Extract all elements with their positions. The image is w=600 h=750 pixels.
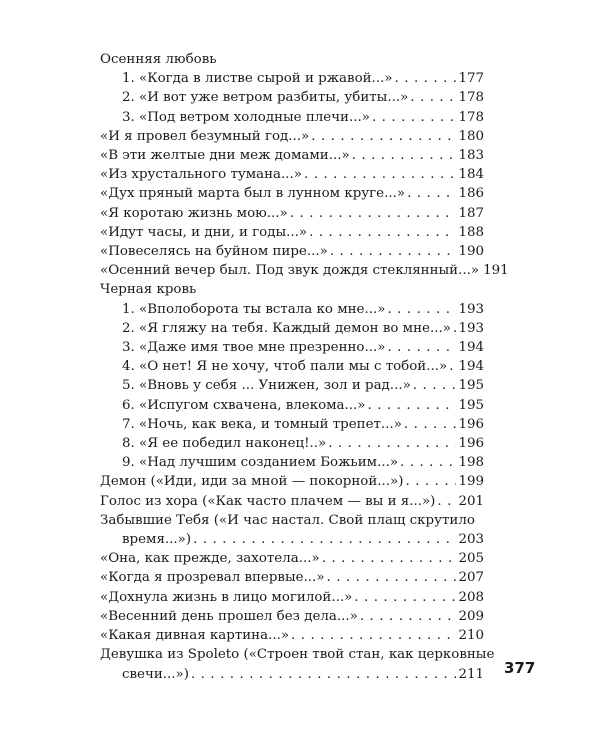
entry-page: 199 [458,474,484,490]
dot-leader [352,146,457,165]
toc-entry [100,396,484,415]
entry-page: 196 [458,436,484,452]
entry-page: 194 [458,359,484,375]
dot-leader [330,242,457,261]
entry-title: 3. «Даже имя твое мне презренно...» [122,340,386,356]
entry-page: 178 [458,90,484,106]
toc-entry [100,415,484,434]
toc-entry [100,530,484,549]
entry-page: 203 [458,532,484,548]
dot-leader [360,607,457,626]
entry-page: 187 [458,205,484,221]
toc-entry [100,300,484,319]
entry-title: 4. «О нет! Я не хочу, чтоб пали мы с тобой...» [122,359,448,375]
entry-page: 211 [458,666,484,682]
dot-leader [400,453,456,472]
entry-page: 196 [458,416,484,432]
table-of-contents [100,50,509,684]
entry-page: 177 [458,71,484,87]
entry-title: «В эти желтые дни меж домами...» [100,148,350,164]
toc-entry [100,88,484,107]
entry-page: 188 [458,224,484,240]
entry-page: 183 [458,148,484,164]
entry-title: «Когда я прозревал впервые...» [100,570,325,586]
entry-title: 5. «Вновь у себя ... Унижен, зол и рад...» [122,378,411,394]
entry-page: 210 [458,628,484,644]
toc-entry [100,376,484,395]
dot-leader [387,338,456,357]
dot-leader [453,319,457,338]
dot-leader [372,108,457,127]
entry-page: 193 [458,301,484,317]
dot-leader [354,588,456,607]
entry-title: «Какая дивная картина...» [100,628,290,644]
toc-entry [100,319,484,338]
entry-page: 195 [458,378,484,394]
dot-leader [311,127,456,146]
toc-entry [100,261,509,280]
dot-leader [290,204,457,223]
dot-leader [395,69,457,88]
dot-leader [407,184,456,203]
entry-page: 208 [458,589,484,605]
entry-title: 3. «Под ветром холодные плечи...» [122,109,370,125]
dot-leader [193,530,456,549]
toc-entry [100,626,484,645]
entry-title: 6. «Испугом схвачена, влекома...» [122,397,366,413]
entry-title: 1. «Вполоборота ты встала ко мне...» [122,301,386,317]
toc-entry [100,165,484,184]
entry-page: 178 [458,109,484,125]
toc-entry-spoleto-line1: Девушка из Spoleto («Строен твой стан, как церковные [100,647,495,663]
dot-leader [304,165,456,184]
toc-entry [100,146,484,165]
entry-title: «Дух пряный марта был в лунном круге...» [100,186,406,202]
entry-title: Демон («Иди, иди за мной — покорной...») [100,474,404,490]
toc-entry [100,607,484,626]
entry-page: 209 [458,608,484,624]
toc-entry [100,472,484,491]
dot-leader [191,665,457,684]
dot-leader [410,88,456,107]
toc-entry [100,549,484,568]
entry-title: «Весенний день прошел без дела...» [100,608,358,624]
entry-title: свечи...») [122,666,189,682]
entry-page: 180 [458,128,484,144]
entry-title: «Осенний вечер был. Под звук дождя стеклянный...» [100,263,480,279]
toc-entry [100,357,484,376]
page-number: 377 [504,659,536,677]
entry-title: 9. «Над лучшим созданием Божьим...» [122,455,399,471]
entry-title: «Я коротаю жизнь мою...» [100,205,288,221]
toc-entry-forgotten-line1: Забывшие Тебя («И час настал. Свой плащ скрутило [100,512,475,528]
entry-page: 193 [458,320,484,336]
dot-leader [328,434,456,453]
toc-entry [100,492,484,511]
dot-leader [309,223,456,242]
entry-page: 190 [458,244,484,260]
toc-entry [100,568,484,587]
entry-page: 205 [458,551,484,567]
toc-entry [100,588,484,607]
entry-title: 1. «Когда в листве сырой и ржавой...» [122,71,393,87]
toc-entry [100,665,484,684]
entry-title: Голос из хора («Как часто плачем — вы и я...») [100,493,436,509]
toc-entry [100,184,484,203]
toc-entry [100,127,484,146]
entry-page: 184 [458,167,484,183]
entry-title: 7. «Ночь, как века, и томный трепет...» [122,416,402,432]
entry-page: 191 [483,263,509,279]
dot-leader [327,568,457,587]
entry-title: «Дохнула жизнь в лицо могилой...» [100,589,353,605]
dot-leader [387,300,456,319]
entry-title: «Повеселясь на буйном пире...» [100,244,328,260]
dot-leader [291,626,456,645]
section-heading-autumn-love: Осенняя любовь [100,52,217,67]
toc-entry [100,338,484,357]
toc-entry [100,108,484,127]
dot-leader [405,472,456,491]
entry-page: 186 [458,186,484,202]
dot-leader [322,549,457,568]
toc-entry [100,69,484,88]
toc-entry [100,204,484,223]
entry-title: «Она, как прежде, захотела...» [100,551,320,567]
entry-title: «Идут часы, и дни, и годы...» [100,224,308,240]
dot-leader [368,396,457,415]
toc-entry [100,434,484,453]
entry-page: 194 [458,340,484,356]
entry-title: 8. «Я ее победил наконец!..» [122,436,327,452]
dot-leader [437,492,456,511]
entry-title: 2. «И вот уже ветром разбиты, убиты...» [122,90,409,106]
dot-leader [404,415,457,434]
dot-leader [413,376,457,395]
toc-entry [100,223,484,242]
entry-page: 207 [458,570,484,586]
entry-title: 2. «Я гляжу на тебя. Каждый демон во мне...» [122,320,451,336]
entry-title: время...») [122,532,192,548]
entry-title: «И я провел безумный год...» [100,128,310,144]
entry-title: «Из хрустального тумана...» [100,167,302,183]
entry-page: 198 [458,455,484,471]
dot-leader [449,357,456,376]
section-heading-black-blood: Черная кровь [100,282,197,298]
toc-entry [100,453,484,472]
toc-entry [100,242,484,261]
entry-page: 195 [458,397,484,413]
entry-page: 201 [458,493,484,509]
